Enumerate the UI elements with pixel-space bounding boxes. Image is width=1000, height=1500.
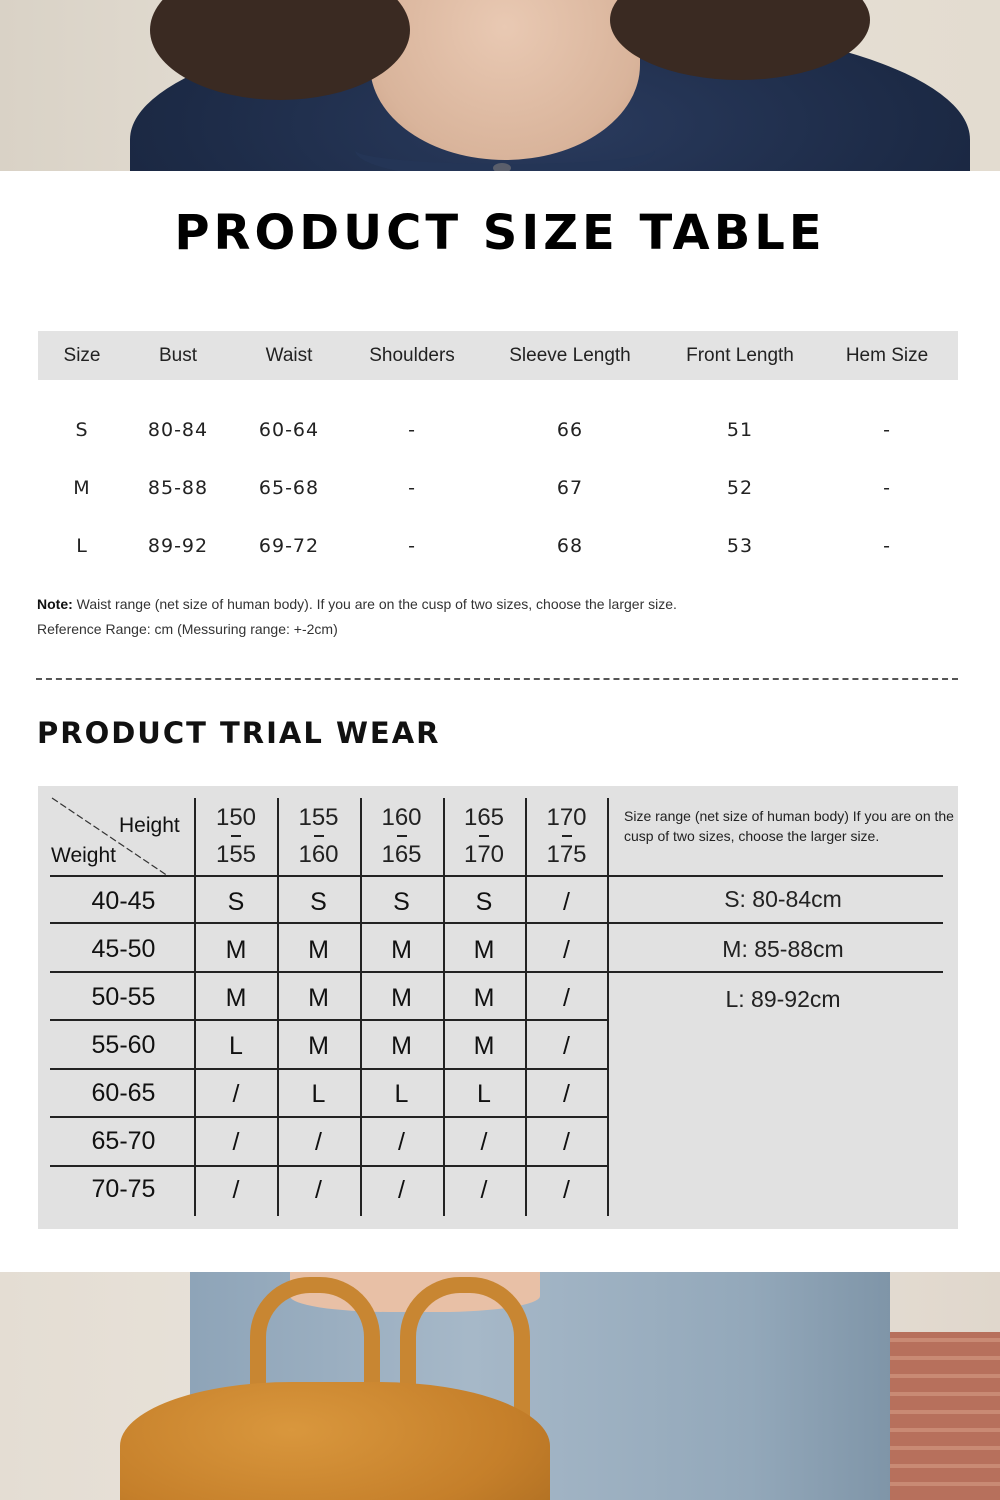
- size-cell: /: [315, 1176, 322, 1204]
- size-cell: /: [398, 1128, 405, 1156]
- cell-front-length: 51: [726, 419, 754, 441]
- size-cell: /: [232, 1176, 240, 1204]
- cell-waist: 65-68: [258, 477, 320, 499]
- weight-cell: 45-50: [91, 935, 156, 963]
- size-cell: L: [394, 1080, 409, 1108]
- cell-bust: 85-88: [147, 477, 209, 499]
- size-cell: /: [480, 1128, 488, 1156]
- cell-size: M: [73, 477, 91, 499]
- corner-weight-label: Weight: [51, 844, 116, 867]
- size-cell: M: [391, 936, 412, 964]
- weight-cell: 50-55: [91, 983, 156, 1011]
- size-cell: /: [563, 1128, 570, 1156]
- height-column-header: [360, 799, 443, 873]
- size-cell: /: [563, 936, 570, 964]
- cell-sleeve-length: 67: [556, 477, 584, 499]
- cell-hem-size: -: [883, 477, 891, 499]
- grid-line: [50, 971, 943, 973]
- range-value-s: S: 80-84cm: [724, 886, 842, 912]
- tick-mark: [231, 835, 241, 837]
- model-photo-bottom: [0, 1272, 1000, 1500]
- height-bottom: 155: [215, 841, 257, 868]
- trial-wear-table: [38, 786, 958, 1229]
- height-column-header: [443, 799, 525, 873]
- size-cell: M: [308, 936, 329, 964]
- size-cell: M: [225, 984, 247, 1012]
- size-cell: M: [473, 984, 495, 1012]
- height-top: 150: [215, 804, 257, 831]
- tick-mark: [314, 835, 324, 837]
- size-range-note: Size range (net size of human body) If you are on the cusp of two sizes, choose the larger size.: [624, 808, 954, 844]
- cell-hem-size: -: [883, 419, 891, 441]
- size-table-header: [38, 331, 958, 380]
- height-top: 165: [463, 804, 505, 831]
- note-text: Waist range (net size of human body). If you are on the cusp of two sizes, choose the larger size.: [76, 596, 677, 612]
- height-column-header: [195, 799, 277, 873]
- size-cell: M: [473, 1032, 495, 1060]
- size-cell: /: [232, 1128, 240, 1156]
- size-cell: S: [227, 888, 245, 916]
- size-note: [37, 596, 677, 612]
- height-top: 170: [546, 804, 587, 831]
- size-cell: L: [311, 1080, 326, 1108]
- height-bottom: 160: [298, 841, 339, 868]
- tick-mark: [562, 835, 572, 837]
- size-cell: /: [480, 1176, 488, 1204]
- cell-shoulders: -: [408, 477, 416, 499]
- cell-sleeve-length: 68: [556, 535, 584, 557]
- size-cell: /: [563, 1176, 570, 1204]
- header-waist: Waist: [265, 345, 313, 366]
- header-size: Size: [63, 345, 101, 366]
- size-cell: M: [308, 1032, 329, 1060]
- height-bottom: 175: [546, 841, 587, 868]
- size-cell: /: [398, 1176, 405, 1204]
- weight-cell: 40-45: [91, 887, 156, 915]
- height-top: 155: [298, 804, 339, 831]
- range-value-l: L: 89-92cm: [725, 986, 841, 1012]
- size-cell: L: [477, 1080, 491, 1108]
- dashed-divider: [36, 678, 958, 680]
- height-bottom: 170: [463, 841, 505, 868]
- cell-sleeve-length: 66: [556, 419, 584, 441]
- cell-front-length: 52: [726, 477, 754, 499]
- height-column-header: [277, 799, 360, 873]
- tick-mark: [397, 835, 407, 837]
- cell-hem-size: -: [883, 535, 891, 557]
- size-cell: S: [310, 888, 327, 916]
- cell-bust: 80-84: [147, 419, 209, 441]
- cell-waist: 60-64: [258, 419, 320, 441]
- page-title: PRODUCT SIZE TABLE: [174, 205, 826, 261]
- reference-range-note: Reference Range: cm (Messuring range: +-2cm): [37, 621, 338, 637]
- header-front-length: Front Length: [686, 345, 794, 366]
- cell-size: S: [75, 419, 89, 441]
- grid-line: [50, 875, 943, 877]
- model-photo-top: [0, 0, 1000, 171]
- trial-wear-title: PRODUCT TRIAL WEAR: [37, 716, 441, 750]
- size-cell: M: [308, 984, 329, 1012]
- size-cell: M: [225, 936, 247, 964]
- size-card: [0, 171, 1000, 1272]
- size-cell: /: [563, 1032, 570, 1060]
- cell-bust: 89-92: [147, 535, 209, 557]
- sweater-button: [493, 163, 511, 171]
- header-bust: Bust: [158, 345, 198, 366]
- size-cell: M: [391, 1032, 412, 1060]
- header-sleeve-length: Sleeve Length: [509, 345, 631, 366]
- grid-line: [50, 1019, 608, 1021]
- cell-shoulders: -: [408, 535, 416, 557]
- size-cell: /: [563, 1080, 570, 1108]
- size-cell: /: [232, 1080, 240, 1108]
- height-bottom: 165: [381, 841, 422, 868]
- size-cell: M: [473, 936, 495, 964]
- grid-line: [50, 1068, 608, 1070]
- height-column-header: [525, 799, 608, 873]
- range-value-m: M: 85-88cm: [722, 936, 844, 962]
- weight-cell: 65-70: [91, 1127, 156, 1155]
- size-cell: S: [475, 888, 493, 916]
- leather-handbag: [120, 1382, 550, 1500]
- grid-line: [50, 922, 943, 924]
- size-cell: S: [393, 888, 410, 916]
- corner-height-label: Height: [119, 814, 180, 837]
- note-label: Note:: [37, 596, 73, 612]
- weight-cell: 60-65: [91, 1079, 156, 1107]
- cell-shoulders: -: [408, 419, 416, 441]
- header-hem-size: Hem Size: [845, 345, 929, 366]
- header-shoulders: Shoulders: [369, 345, 455, 366]
- size-cell: M: [391, 984, 412, 1012]
- tick-mark: [479, 835, 489, 837]
- cell-waist: 69-72: [258, 535, 320, 557]
- grid-line: [50, 1116, 608, 1118]
- weight-cell: 70-75: [91, 1175, 156, 1203]
- brick-wall: [890, 1332, 1000, 1500]
- grid-line: [50, 1165, 608, 1167]
- cell-size: L: [76, 535, 88, 557]
- size-cell: /: [563, 984, 570, 1012]
- height-top: 160: [381, 804, 422, 831]
- weight-cell: 55-60: [91, 1031, 156, 1059]
- size-cell: /: [563, 888, 570, 916]
- size-cell: L: [229, 1032, 243, 1060]
- cell-front-length: 53: [726, 535, 754, 557]
- size-cell: /: [315, 1128, 322, 1156]
